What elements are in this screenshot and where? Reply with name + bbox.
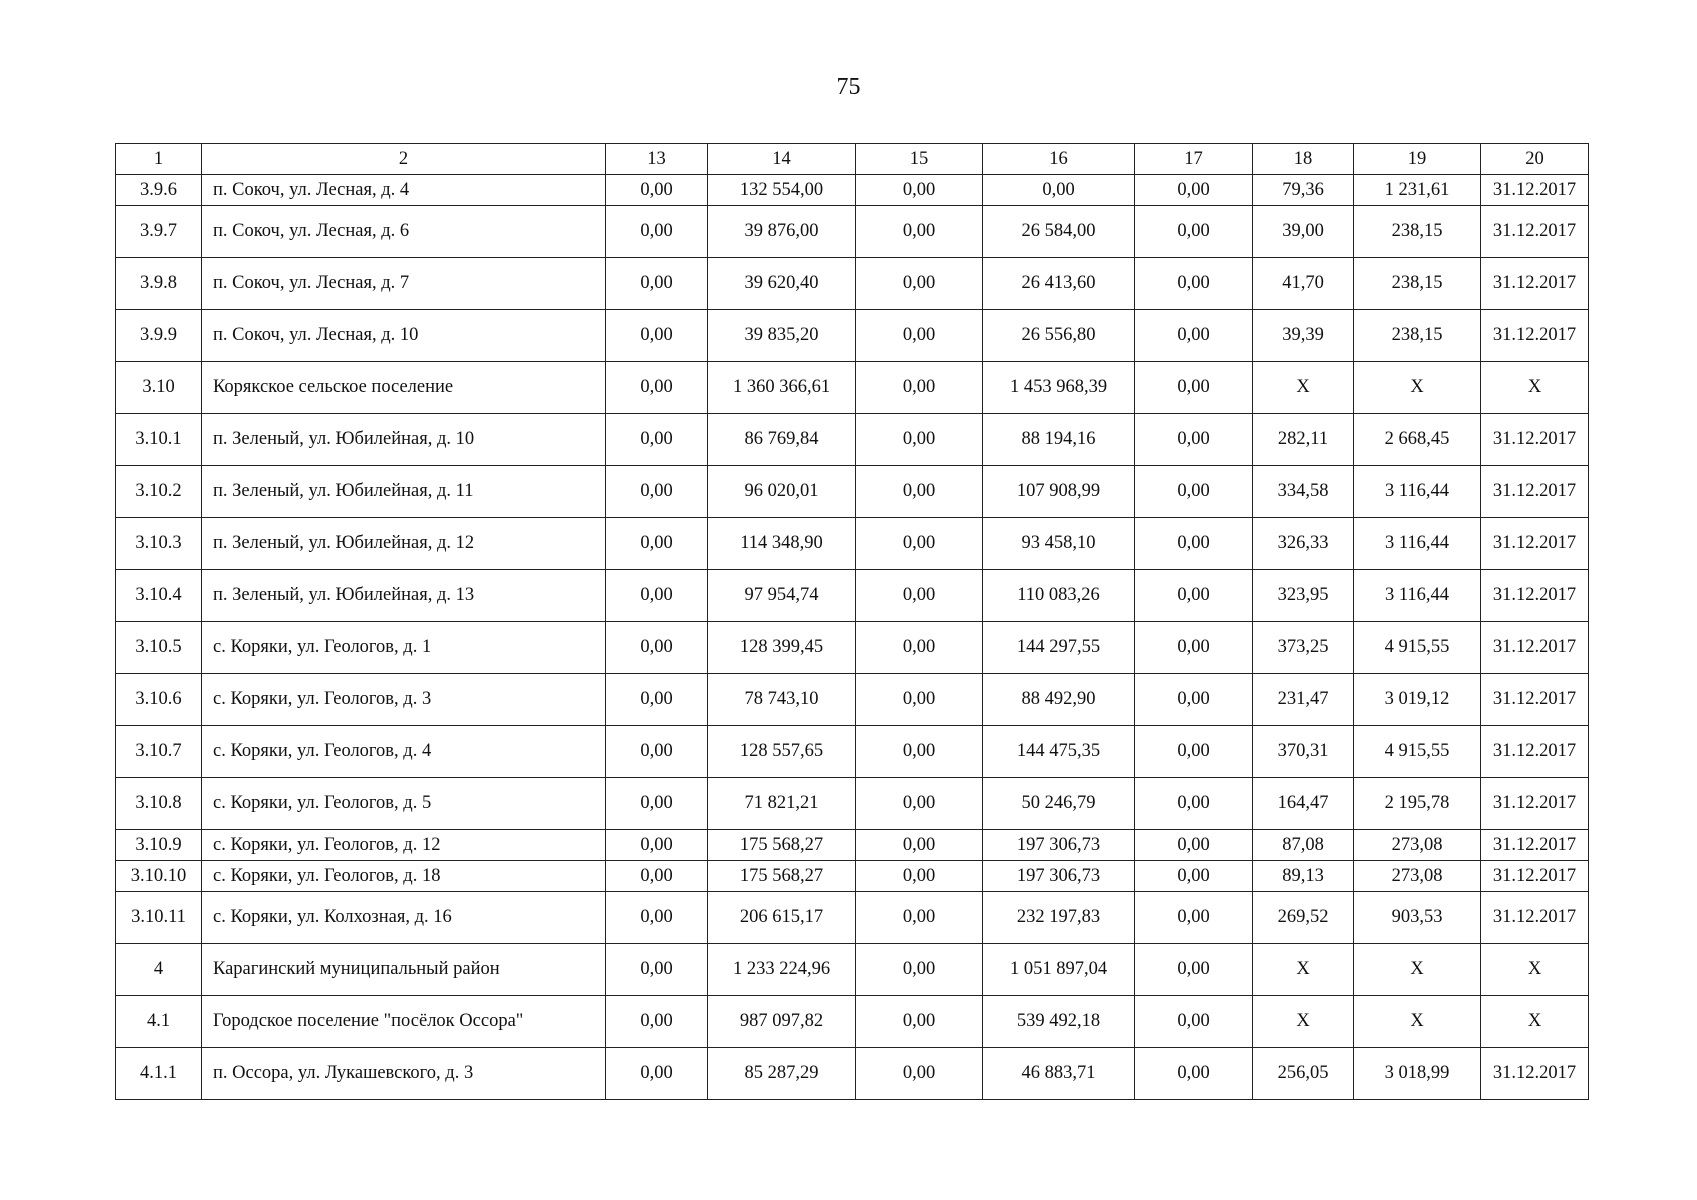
- col-16-cell: 110 083,26: [983, 570, 1135, 622]
- table-row: [116, 892, 1589, 944]
- col-14-cell: 39 876,00: [708, 206, 856, 258]
- col-18-cell: 79,36: [1253, 175, 1354, 206]
- col-19-cell: 903,53: [1354, 892, 1481, 944]
- row-number-cell: 3.10.2: [116, 466, 202, 518]
- col-14-cell: 132 554,00: [708, 175, 856, 206]
- col-14-cell: 128 399,45: [708, 622, 856, 674]
- col-18-cell: 326,33: [1253, 518, 1354, 570]
- col-19-cell: 3 116,44: [1354, 570, 1481, 622]
- row-number-cell: 3.10.6: [116, 674, 202, 726]
- col-20-cell: 31.12.2017: [1481, 726, 1589, 778]
- col-17-cell: 0,00: [1135, 892, 1253, 944]
- col-13-cell: 0,00: [606, 996, 708, 1048]
- col-17-cell: 0,00: [1135, 518, 1253, 570]
- row-number-cell: 4.1.1: [116, 1048, 202, 1100]
- col-20-cell: 31.12.2017: [1481, 892, 1589, 944]
- col-13-cell: 0,00: [606, 362, 708, 414]
- col-19-cell: X: [1354, 944, 1481, 996]
- col-17-cell: 0,00: [1135, 1048, 1253, 1100]
- col-15-cell: 0,00: [856, 778, 983, 830]
- row-number-cell: 3.10.11: [116, 892, 202, 944]
- col-13-cell: 0,00: [606, 861, 708, 892]
- table-row: [116, 861, 1589, 892]
- col-18-cell: 282,11: [1253, 414, 1354, 466]
- col-13-cell: 0,00: [606, 944, 708, 996]
- col-16-cell: 26 556,80: [983, 310, 1135, 362]
- col-17-cell: 0,00: [1135, 175, 1253, 206]
- table-row: [116, 726, 1589, 778]
- col-16-cell: 26 584,00: [983, 206, 1135, 258]
- col-16-cell: 26 413,60: [983, 258, 1135, 310]
- col-14-cell: 78 743,10: [708, 674, 856, 726]
- col-14-cell: 175 568,27: [708, 861, 856, 892]
- col-16-cell: 46 883,71: [983, 1048, 1135, 1100]
- col-15-cell: 0,00: [856, 466, 983, 518]
- header-cell: 2: [202, 144, 606, 175]
- col-17-cell: 0,00: [1135, 310, 1253, 362]
- col-18-cell: 334,58: [1253, 466, 1354, 518]
- col-13-cell: 0,00: [606, 726, 708, 778]
- row-number-cell: 3.10.3: [116, 518, 202, 570]
- col-16-cell: 232 197,83: [983, 892, 1135, 944]
- col-17-cell: 0,00: [1135, 778, 1253, 830]
- col-15-cell: 0,00: [856, 1048, 983, 1100]
- col-15-cell: 0,00: [856, 570, 983, 622]
- col-15-cell: 0,00: [856, 944, 983, 996]
- col-20-cell: 31.12.2017: [1481, 310, 1589, 362]
- col-19-cell: X: [1354, 362, 1481, 414]
- col-20-cell: 31.12.2017: [1481, 518, 1589, 570]
- col-17-cell: 0,00: [1135, 414, 1253, 466]
- col-20-cell: 31.12.2017: [1481, 466, 1589, 518]
- header-cell: 20: [1481, 144, 1589, 175]
- col-14-cell: 987 097,82: [708, 996, 856, 1048]
- header-cell: 1: [116, 144, 202, 175]
- table-row: [116, 258, 1589, 310]
- col-15-cell: 0,00: [856, 414, 983, 466]
- address-cell: с. Коряки, ул. Геологов, д. 1: [202, 622, 606, 674]
- address-cell: с. Коряки, ул. Колхозная, д. 16: [202, 892, 606, 944]
- col-20-cell: 31.12.2017: [1481, 622, 1589, 674]
- col-13-cell: 0,00: [606, 414, 708, 466]
- col-16-cell: 88 194,16: [983, 414, 1135, 466]
- col-17-cell: 0,00: [1135, 726, 1253, 778]
- col-18-cell: 89,13: [1253, 861, 1354, 892]
- col-14-cell: 39 835,20: [708, 310, 856, 362]
- page-number: 75: [836, 74, 861, 100]
- table-row: [116, 310, 1589, 362]
- col-17-cell: 0,00: [1135, 570, 1253, 622]
- address-cell: п. Сокоч, ул. Лесная, д. 7: [202, 258, 606, 310]
- table-row: [116, 362, 1589, 414]
- col-13-cell: 0,00: [606, 518, 708, 570]
- header-cell: 19: [1354, 144, 1481, 175]
- col-18-cell: 87,08: [1253, 830, 1354, 861]
- table-row: [116, 414, 1589, 466]
- col-15-cell: 0,00: [856, 310, 983, 362]
- col-14-cell: 97 954,74: [708, 570, 856, 622]
- col-19-cell: 3 116,44: [1354, 466, 1481, 518]
- col-16-cell: 88 492,90: [983, 674, 1135, 726]
- col-18-cell: 231,47: [1253, 674, 1354, 726]
- col-18-cell: X: [1253, 944, 1354, 996]
- col-13-cell: 0,00: [606, 466, 708, 518]
- col-15-cell: 0,00: [856, 175, 983, 206]
- col-16-cell: 50 246,79: [983, 778, 1135, 830]
- header-cell: 14: [708, 144, 856, 175]
- col-13-cell: 0,00: [606, 258, 708, 310]
- row-number-cell: 3.10.10: [116, 861, 202, 892]
- address-cell: п. Сокоч, ул. Лесная, д. 6: [202, 206, 606, 258]
- col-14-cell: 175 568,27: [708, 830, 856, 861]
- col-15-cell: 0,00: [856, 892, 983, 944]
- header-cell: 13: [606, 144, 708, 175]
- col-14-cell: 85 287,29: [708, 1048, 856, 1100]
- table-row: [116, 570, 1589, 622]
- table-row: [116, 622, 1589, 674]
- col-19-cell: 4 915,55: [1354, 726, 1481, 778]
- header-row: [116, 144, 1589, 175]
- address-cell: п. Сокоч, ул. Лесная, д. 4: [202, 175, 606, 206]
- col-13-cell: 0,00: [606, 674, 708, 726]
- col-16-cell: 107 908,99: [983, 466, 1135, 518]
- col-13-cell: 0,00: [606, 206, 708, 258]
- col-14-cell: 206 615,17: [708, 892, 856, 944]
- table-row: [116, 466, 1589, 518]
- row-number-cell: 3.10: [116, 362, 202, 414]
- table-row: [116, 944, 1589, 996]
- row-number-cell: 3.9.6: [116, 175, 202, 206]
- row-number-cell: 3.10.5: [116, 622, 202, 674]
- header-cell: 15: [856, 144, 983, 175]
- col-19-cell: 238,15: [1354, 310, 1481, 362]
- col-16-cell: 144 475,35: [983, 726, 1135, 778]
- col-17-cell: 0,00: [1135, 622, 1253, 674]
- col-13-cell: 0,00: [606, 175, 708, 206]
- col-20-cell: 31.12.2017: [1481, 258, 1589, 310]
- col-18-cell: 269,52: [1253, 892, 1354, 944]
- col-17-cell: 0,00: [1135, 466, 1253, 518]
- col-19-cell: 238,15: [1354, 206, 1481, 258]
- col-13-cell: 0,00: [606, 310, 708, 362]
- col-18-cell: 370,31: [1253, 726, 1354, 778]
- col-14-cell: 128 557,65: [708, 726, 856, 778]
- address-cell: с. Коряки, ул. Геологов, д. 3: [202, 674, 606, 726]
- row-number-cell: 3.9.8: [116, 258, 202, 310]
- col-16-cell: 197 306,73: [983, 830, 1135, 861]
- address-cell: с. Коряки, ул. Геологов, д. 4: [202, 726, 606, 778]
- row-number-cell: 4.1: [116, 996, 202, 1048]
- col-20-cell: 31.12.2017: [1481, 175, 1589, 206]
- col-17-cell: 0,00: [1135, 206, 1253, 258]
- col-16-cell: 144 297,55: [983, 622, 1135, 674]
- col-15-cell: 0,00: [856, 206, 983, 258]
- header-cell: 16: [983, 144, 1135, 175]
- col-19-cell: 2 195,78: [1354, 778, 1481, 830]
- row-number-cell: 3.9.7: [116, 206, 202, 258]
- row-number-cell: 3.10.8: [116, 778, 202, 830]
- table-row: [116, 830, 1589, 861]
- table-row: [116, 206, 1589, 258]
- address-cell: п. Зеленый, ул. Юбилейная, д. 13: [202, 570, 606, 622]
- address-cell: п. Зеленый, ул. Юбилейная, д. 12: [202, 518, 606, 570]
- row-number-cell: 3.10.9: [116, 830, 202, 861]
- col-20-cell: 31.12.2017: [1481, 861, 1589, 892]
- table-row: [116, 1048, 1589, 1100]
- col-19-cell: 273,08: [1354, 861, 1481, 892]
- address-cell: Карагинский муниципальный район: [202, 944, 606, 996]
- col-19-cell: 3 116,44: [1354, 518, 1481, 570]
- col-14-cell: 86 769,84: [708, 414, 856, 466]
- address-cell: п. Сокоч, ул. Лесная, д. 10: [202, 310, 606, 362]
- col-19-cell: 4 915,55: [1354, 622, 1481, 674]
- col-14-cell: 71 821,21: [708, 778, 856, 830]
- col-18-cell: X: [1253, 996, 1354, 1048]
- col-20-cell: X: [1481, 944, 1589, 996]
- col-18-cell: 164,47: [1253, 778, 1354, 830]
- col-17-cell: 0,00: [1135, 258, 1253, 310]
- row-number-cell: 3.9.9: [116, 310, 202, 362]
- col-14-cell: 96 020,01: [708, 466, 856, 518]
- col-17-cell: 0,00: [1135, 944, 1253, 996]
- col-19-cell: 1 231,61: [1354, 175, 1481, 206]
- col-13-cell: 0,00: [606, 830, 708, 861]
- col-20-cell: 31.12.2017: [1481, 1048, 1589, 1100]
- col-16-cell: 197 306,73: [983, 861, 1135, 892]
- col-20-cell: 31.12.2017: [1481, 570, 1589, 622]
- col-19-cell: 2 668,45: [1354, 414, 1481, 466]
- address-cell: п. Зеленый, ул. Юбилейная, д. 10: [202, 414, 606, 466]
- col-15-cell: 0,00: [856, 726, 983, 778]
- col-18-cell: 39,39: [1253, 310, 1354, 362]
- col-17-cell: 0,00: [1135, 830, 1253, 861]
- table-row: [116, 778, 1589, 830]
- col-14-cell: 114 348,90: [708, 518, 856, 570]
- col-18-cell: 373,25: [1253, 622, 1354, 674]
- col-20-cell: X: [1481, 996, 1589, 1048]
- col-15-cell: 0,00: [856, 362, 983, 414]
- col-18-cell: 256,05: [1253, 1048, 1354, 1100]
- address-cell: п. Зеленый, ул. Юбилейная, д. 11: [202, 466, 606, 518]
- col-20-cell: 31.12.2017: [1481, 674, 1589, 726]
- col-18-cell: 323,95: [1253, 570, 1354, 622]
- data-table: [115, 143, 1589, 1100]
- col-15-cell: 0,00: [856, 518, 983, 570]
- col-15-cell: 0,00: [856, 861, 983, 892]
- col-17-cell: 0,00: [1135, 362, 1253, 414]
- col-19-cell: 3 018,99: [1354, 1048, 1481, 1100]
- col-17-cell: 0,00: [1135, 674, 1253, 726]
- col-18-cell: 39,00: [1253, 206, 1354, 258]
- col-13-cell: 0,00: [606, 892, 708, 944]
- col-16-cell: 1 453 968,39: [983, 362, 1135, 414]
- col-20-cell: 31.12.2017: [1481, 414, 1589, 466]
- address-cell: с. Коряки, ул. Геологов, д. 5: [202, 778, 606, 830]
- col-18-cell: X: [1253, 362, 1354, 414]
- address-cell: с. Коряки, ул. Геологов, д. 12: [202, 830, 606, 861]
- header-cell: 17: [1135, 144, 1253, 175]
- col-16-cell: 539 492,18: [983, 996, 1135, 1048]
- col-13-cell: 0,00: [606, 1048, 708, 1100]
- col-13-cell: 0,00: [606, 570, 708, 622]
- col-14-cell: 39 620,40: [708, 258, 856, 310]
- col-16-cell: 93 458,10: [983, 518, 1135, 570]
- col-19-cell: 3 019,12: [1354, 674, 1481, 726]
- col-13-cell: 0,00: [606, 778, 708, 830]
- row-number-cell: 3.10.7: [116, 726, 202, 778]
- col-19-cell: 273,08: [1354, 830, 1481, 861]
- address-cell: Корякское сельское поселение: [202, 362, 606, 414]
- col-15-cell: 0,00: [856, 674, 983, 726]
- table-row: [116, 518, 1589, 570]
- col-14-cell: 1 360 366,61: [708, 362, 856, 414]
- col-20-cell: 31.12.2017: [1481, 830, 1589, 861]
- table-row: [116, 674, 1589, 726]
- col-17-cell: 0,00: [1135, 996, 1253, 1048]
- table-row: [116, 996, 1589, 1048]
- col-13-cell: 0,00: [606, 622, 708, 674]
- table-row: [116, 175, 1589, 206]
- address-cell: с. Коряки, ул. Геологов, д. 18: [202, 861, 606, 892]
- address-cell: Городское поселение "посёлок Оссора": [202, 996, 606, 1048]
- row-number-cell: 3.10.4: [116, 570, 202, 622]
- col-15-cell: 0,00: [856, 258, 983, 310]
- col-18-cell: 41,70: [1253, 258, 1354, 310]
- col-15-cell: 0,00: [856, 830, 983, 861]
- col-19-cell: X: [1354, 996, 1481, 1048]
- row-number-cell: 4: [116, 944, 202, 996]
- col-15-cell: 0,00: [856, 622, 983, 674]
- col-20-cell: X: [1481, 362, 1589, 414]
- col-20-cell: 31.12.2017: [1481, 778, 1589, 830]
- col-17-cell: 0,00: [1135, 861, 1253, 892]
- col-15-cell: 0,00: [856, 996, 983, 1048]
- col-19-cell: 238,15: [1354, 258, 1481, 310]
- col-16-cell: 0,00: [983, 175, 1135, 206]
- col-16-cell: 1 051 897,04: [983, 944, 1135, 996]
- col-20-cell: 31.12.2017: [1481, 206, 1589, 258]
- header-cell: 18: [1253, 144, 1354, 175]
- row-number-cell: 3.10.1: [116, 414, 202, 466]
- address-cell: п. Оссора, ул. Лукашевского, д. 3: [202, 1048, 606, 1100]
- col-14-cell: 1 233 224,96: [708, 944, 856, 996]
